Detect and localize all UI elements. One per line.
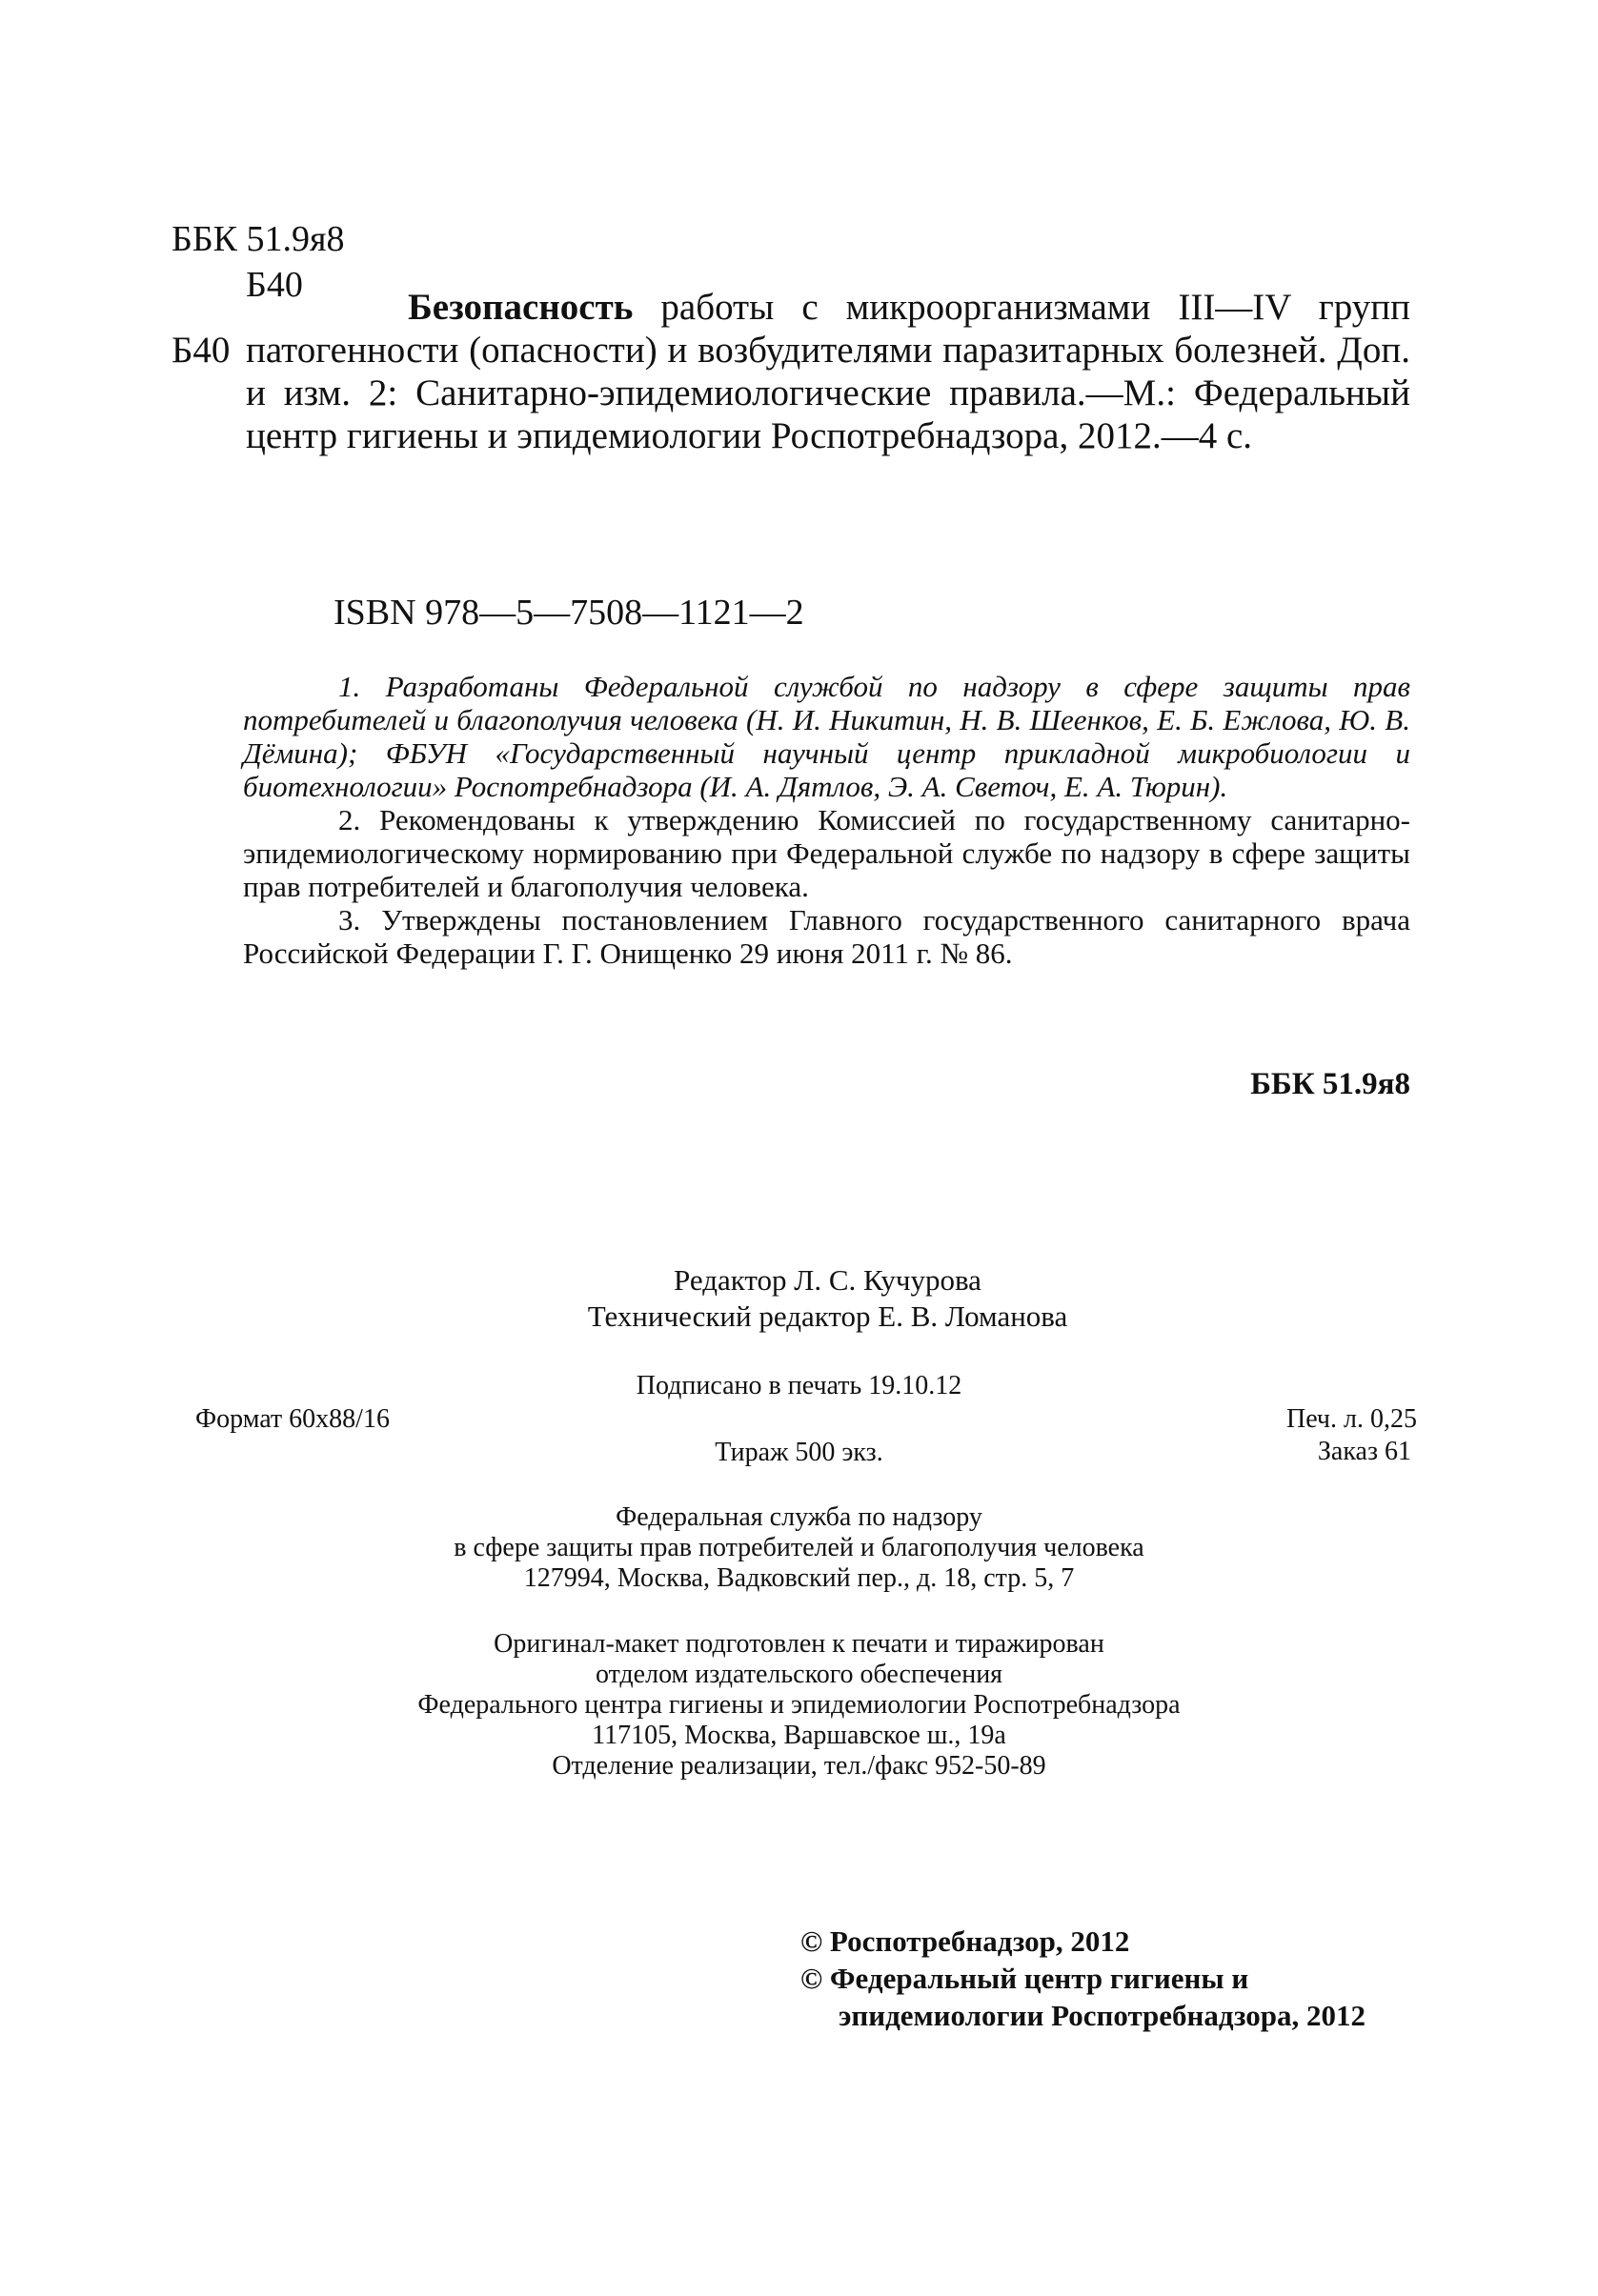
printer-contact: Отделение реализации, тел./факс 952-50-89 [552,1751,1046,1781]
isbn: ISBN 978—5—7508—1121—2 [334,593,804,633]
bibliographic-entry [172,287,1410,494]
printer-line: Оригинал-макет подготовлен к печати и тиражирован [494,1629,1104,1659]
author-mark: Б40 [246,265,303,305]
copyright-line: © Федеральный центр гигиены и [800,1962,1249,1995]
publisher-block [0,1502,1598,1594]
printer-block [0,1629,1598,1782]
paper-format: Формат 60x88/16 [195,1404,390,1434]
editors-block [0,1262,1598,1335]
order-number: Заказ 61 [1317,1437,1411,1466]
entry-title: Безопасность [408,287,634,328]
publisher-line: в сфере защиты прав потребителей и благополучия человека [454,1533,1144,1562]
printer-address: 117105, Москва, Варшавское ш., 19а [592,1721,1006,1750]
note-3: 3. Утверждены постановлением Главного государственного санитарного врача Российской Федерации Г. Г. Онищенко 29 июня 2011 г. № 86. [243,903,1410,970]
printer-line: Федерального центра гигиены и эпидемиологии Роспотребнадзора [417,1690,1181,1720]
entry-text: работы с микроорганизмами III—IV групп патогенности (опасности) и возбудителями паразитарных болезней. Доп. и изм. 2: Санитарно-эпидемиологические правила.—М.: Федеральный центр гигиены и эпидемиологии Роспотребнадзора, 2012.—4 с. [246,287,1410,456]
signed-to-print: Подписано в печать 19.10.12 [636,1371,962,1400]
print-run: Тираж 500 экз. [715,1438,883,1467]
note-2: 2. Рекомендованы к утверждению Комиссией по государственному санитарно-эпидемиологическому нормированию при Федеральной службе по надзору в сфере защиты прав потребителей и благополучия человека. [243,803,1410,903]
editor: Редактор Л. С. Кучурова [674,1263,981,1297]
annotation-notes [243,670,1410,970]
copyright-block [800,1923,1365,2034]
publisher-address: 127994, Москва, Вадковский пер., д. 18, стр. 5, 7 [523,1563,1075,1593]
bbk-code: ББК 51.9я8 [172,219,345,259]
entry-description [246,286,1410,457]
publisher-line: Федеральная служба по надзору [616,1502,982,1532]
copyright-line: эпидемиологии Роспотребнадзора, 2012 [839,1999,1365,2032]
printed-sheets: Печ. л. 0,25 [1285,1404,1417,1434]
note-1: 1. Разработаны Федеральной службой по надзору в сфере защиты прав потребителей и благополучия человека (Н. И. Никитин, Н. В. Шеенков, Е. Б. Ежлова, Ю. В. Дёмина); ФБУН «Государственный научный центр прикладной микробиологии и биотехнологии» Роспотребнадзора (И. А. Дятлов, Э. А. Светоч, Е. А. Тюрин). [243,670,1410,803]
bbk-code-bottom: ББК 51.9я8 [1250,1067,1410,1101]
copyright-line: © Роспотребнадзор, 2012 [800,1924,1130,1958]
printer-line: отделом издательского обеспечения [595,1660,1003,1689]
entry-author-mark: Б40 [172,330,231,371]
technical-editor: Технический редактор Е. В. Ломанова [587,1299,1068,1333]
